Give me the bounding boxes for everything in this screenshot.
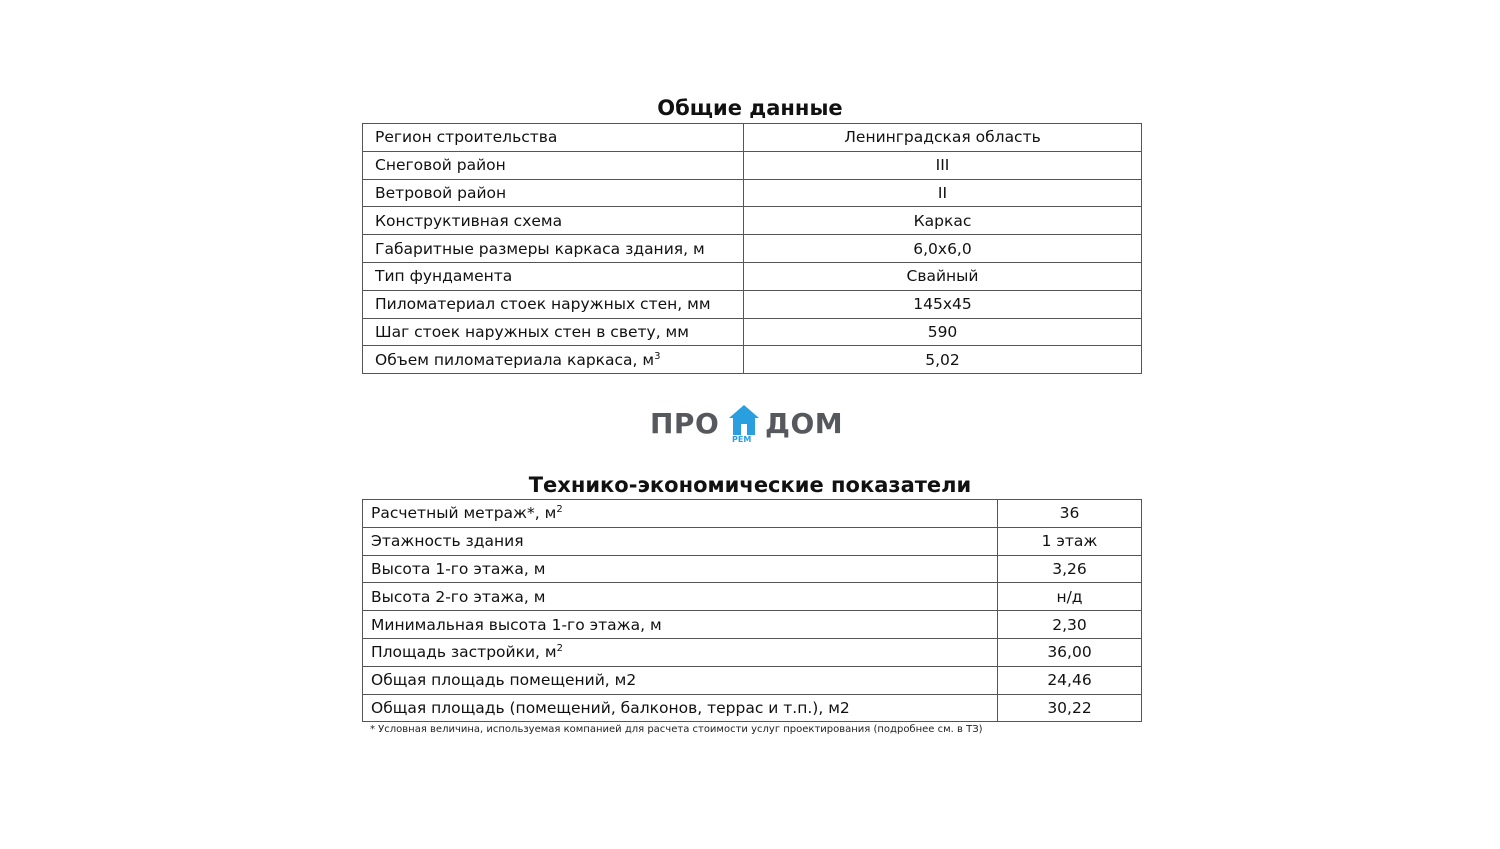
row-value: 36,00	[998, 638, 1142, 666]
logo-subtext: РЕМ	[732, 435, 752, 444]
row-value: Каркас	[744, 207, 1142, 235]
row-value: III	[744, 151, 1142, 179]
row-label: Тип фундамента	[363, 262, 744, 290]
row-label: Габаритные размеры каркаса здания, м	[363, 235, 744, 263]
table-row	[363, 527, 1142, 555]
row-value: 590	[744, 318, 1142, 346]
table-row	[363, 583, 1142, 611]
company-logo	[650, 402, 850, 450]
row-value: Ленинградская область	[744, 124, 1142, 152]
row-label: Общая площадь (помещений, балконов, террас и т.п.), м2	[363, 694, 998, 722]
row-value: 3,26	[998, 555, 1142, 583]
table-row	[363, 235, 1142, 263]
table-row	[363, 262, 1142, 290]
table-row	[363, 151, 1142, 179]
table-row	[363, 124, 1142, 152]
row-value: 6,0х6,0	[744, 235, 1142, 263]
table-row	[363, 694, 1142, 722]
table-row	[363, 179, 1142, 207]
row-label: Минимальная высота 1-го этажа, м	[363, 611, 998, 639]
table-row	[363, 638, 1142, 666]
table-row	[363, 666, 1142, 694]
row-value: 5,02	[744, 346, 1142, 374]
row-value: Свайный	[744, 262, 1142, 290]
general-data-title: Общие данные	[657, 96, 843, 120]
general-data-table	[362, 123, 1142, 374]
logo-word-right: ДОМ	[765, 407, 844, 440]
table-row	[363, 611, 1142, 639]
footnote: * Условная величина, используемая компанией для расчета стоимости услуг проектирования (подробнее см. в ТЗ)	[370, 724, 983, 735]
row-label: Расчетный метраж*, $м^2$	[363, 500, 998, 528]
row-label: Этажность здания	[363, 527, 998, 555]
table-row	[363, 290, 1142, 318]
row-label: Регион строительства	[363, 124, 744, 152]
row-label: Конструктивная схема	[363, 207, 744, 235]
tech-indicators-table	[362, 499, 1142, 722]
row-value: 1 этаж	[998, 527, 1142, 555]
row-value: 24,46	[998, 666, 1142, 694]
table-row	[363, 318, 1142, 346]
row-value: 145х45	[744, 290, 1142, 318]
row-label: Высота 2-го этажа, м	[363, 583, 998, 611]
row-value: н/д	[998, 583, 1142, 611]
row-value: II	[744, 179, 1142, 207]
row-label: Снеговой район	[363, 151, 744, 179]
row-label: Высота 1-го этажа, м	[363, 555, 998, 583]
table-row	[363, 500, 1142, 528]
row-label: Шаг стоек наружных стен в свету, мм	[363, 318, 744, 346]
row-value: 2,30	[998, 611, 1142, 639]
table-row	[363, 346, 1142, 374]
row-value: 36	[998, 500, 1142, 528]
table-row	[363, 555, 1142, 583]
table-row	[363, 207, 1142, 235]
row-label: Объем пиломатериала каркаса, $м^3$	[363, 346, 744, 374]
row-value: 30,22	[998, 694, 1142, 722]
row-label: Общая площадь помещений, м2	[363, 666, 998, 694]
tech-indicators-title: Технико-экономические показатели	[528, 473, 972, 497]
house-icon	[728, 404, 760, 438]
row-label: Пиломатериал стоек наружных стен, мм	[363, 290, 744, 318]
row-label: Ветровой район	[363, 179, 744, 207]
logo-word-left: ПРО	[650, 407, 720, 440]
row-label: Площадь застройки, $м^2$	[363, 638, 998, 666]
